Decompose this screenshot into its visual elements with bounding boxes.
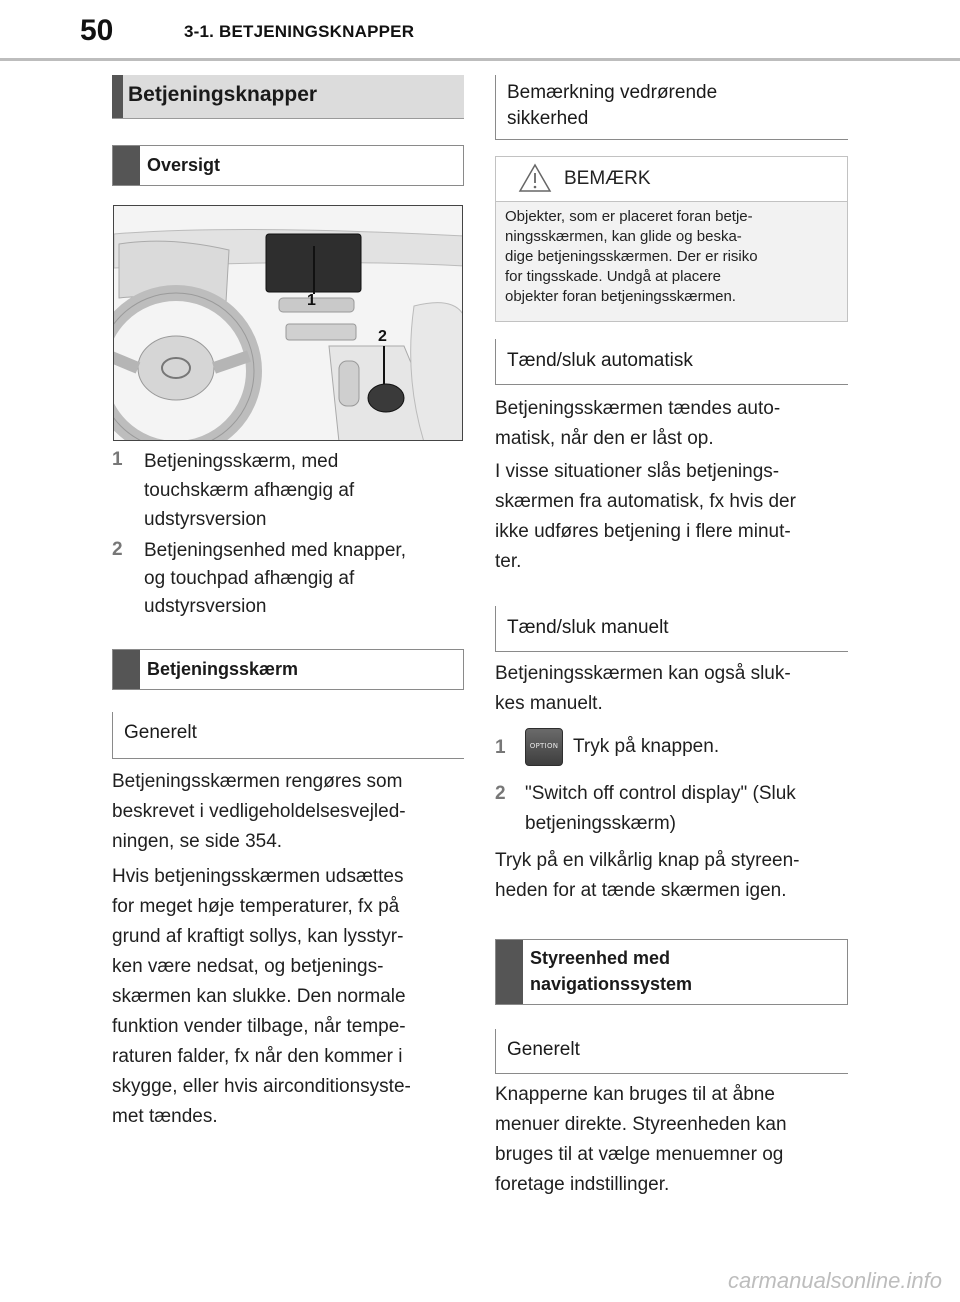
step-1-text: Tryk på knappen. [573,736,720,757]
text-line: for meget høje temperaturer, fx på [112,896,400,917]
text-line: betjeningsskærm) [525,813,676,834]
paragraph-manual-2 [495,846,855,906]
text-line: ken være nedsat, og betjenings- [112,956,384,977]
paragraph-auto-2 [495,457,855,577]
step-number: 1 [495,737,506,758]
text-line: objekter foran betjeningsskærmen. [505,288,736,305]
callout-2: 2 [378,328,387,345]
subheading-navigation-unit [495,939,848,1005]
section-title [112,75,464,119]
paragraph-cleaning [112,767,472,857]
subheading-stripe [113,650,140,689]
text-line: for tingsskade. Undgå at placere [505,268,721,285]
section-title-text: Betjeningsknapper [128,83,318,106]
heading-general-left [112,712,464,759]
page-number: 50 [80,14,114,47]
option-button-icon [525,728,563,766]
text-line: skygge, eller hvis airconditionsyste- [112,1076,411,1097]
subheading-stripe [113,146,140,185]
note-title: BEMÆRK [564,168,651,189]
note-header [496,157,847,202]
paragraph-manual-1 [495,659,855,719]
list-item [112,449,464,535]
text-line: dige betjeningsskærmen. Der er risiko [505,248,758,265]
text-line: menuer direkte. Styreenheden kan [495,1114,787,1135]
list-line: touchskærm afhængig af [144,480,355,501]
text-line: navigationssystem [530,974,693,994]
text-line: Styreenhed med [530,948,671,968]
subheading-overview-text: Oversigt [147,155,221,175]
list-line: Betjeningsenhed med knapper, [144,540,406,561]
step-2-text [525,779,796,839]
text-line: sikkerhed [507,108,589,129]
subheading-stripe [496,940,523,1004]
text-line: funktion vender tilbage, når tempe- [112,1016,406,1037]
text-line: raturen falder, fx når den kommer i [112,1046,403,1067]
subheading-overview [112,145,464,186]
text-line: "Switch off control display" (Sluk [525,783,796,804]
overview-list [112,449,464,621]
header-divider [0,58,960,61]
dashboard-drawing [114,206,463,441]
note-text [505,207,841,307]
text-line: ningsskærmen, kan glide og beska- [505,228,742,245]
list-item [112,535,464,621]
dashboard-illustration [113,205,463,441]
text-line: ningen, se side 354. [112,831,283,852]
watermark: carmanualsonline.info [727,1268,942,1293]
note-box [495,156,848,322]
text-line: beskrevet i vedligeholdelsesvejled- [112,801,406,822]
subheading-control-display-text: Betjeningsskærm [147,659,299,679]
text-line: Tryk på en vilkårlig knap på styreen- [495,850,800,871]
list-line: udstyrsversion [144,596,267,617]
heading-auto-onoff-text: Tænd/sluk automatisk [507,350,693,371]
heading-manual-onoff [495,606,848,652]
chapter-title: 3-1. BETJENINGSKNAPPER [184,22,415,41]
text-line: Knapperne kan bruges til at åbne [495,1084,775,1105]
heading-general-right [495,1029,848,1074]
heading-safety [495,75,848,140]
warning-triangle-icon [518,163,552,193]
list-item-number: 2 [112,539,123,560]
text-line: foretage indstillinger. [495,1174,670,1195]
paragraph-auto-1 [495,394,855,454]
heading-general-left-text: Generelt [124,722,197,743]
heading-manual-onoff-text: Tænd/sluk manuelt [507,617,669,638]
callout-1: 1 [307,292,316,309]
list-item-text [144,537,406,621]
list-line: Betjeningsskærm, med [144,451,339,472]
text-line: Betjeningsskærmen tændes auto- [495,398,781,419]
subheading-control-display [112,649,464,690]
text-line: Betjeningsskærmen rengøres som [112,771,403,792]
heading-auto-onoff [495,339,848,385]
text-line: bruges til at vælge menuemner og [495,1144,784,1165]
text-line: Bemærkning vedrørende [507,82,718,103]
subheading-navigation-unit-text [530,945,692,997]
option-button-label: OPTION [529,742,559,750]
section-title-stripe [112,75,123,118]
step-1 [495,727,855,769]
text-line: Objekter, som er placeret foran betje- [505,208,753,225]
step-number: 2 [495,783,506,804]
heading-general-right-text: Generelt [507,1039,580,1060]
text-line: ikke udføres betjening i flere minut- [495,521,791,542]
list-line: udstyrsversion [144,509,267,530]
text-line: Hvis betjeningsskærmen udsættes [112,866,404,887]
paragraph-temperature [112,862,472,1132]
text-line: ter. [495,551,522,572]
text-line: skærmen fra automatisk, fx hvis der [495,491,796,512]
text-line: Betjeningsskærmen kan også sluk- [495,663,791,684]
text-line: skærmen kan slukke. Den normale [112,986,406,1007]
list-item-text [144,447,354,534]
text-line: kes manuelt. [495,693,603,714]
list-line: og touchpad afhængig af [144,568,355,589]
text-line: I visse situationer slås betjenings- [495,461,780,482]
text-line: grund af kraftigt sollys, kan lysstyr- [112,926,404,947]
paragraph-controller [495,1080,855,1200]
list-item-number: 1 [112,449,123,470]
text-line: met tændes. [112,1106,218,1127]
text-line: matisk, når den er låst op. [495,428,714,449]
heading-safety-text [507,80,717,132]
text-line: heden for at tænde skærmen igen. [495,880,787,901]
